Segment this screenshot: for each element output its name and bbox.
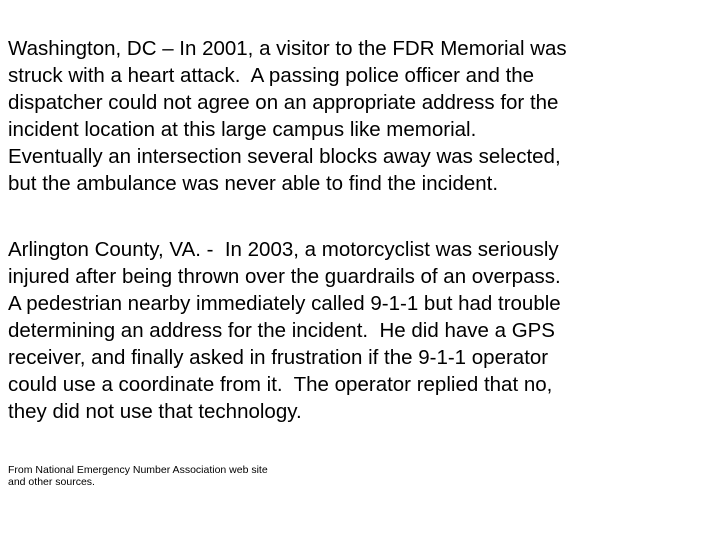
text-line: Washington, DC – In 2001, a visitor to the FDR Memorial was — [8, 37, 567, 60]
text-line: Arlington County, VA. - In 2003, a motorcyclist was seriously — [8, 238, 559, 261]
text-line: Eventually an intersection several blocks away was selected, — [8, 145, 561, 168]
text-line: determining an address for the incident. He did have a GPS — [8, 319, 555, 342]
text-line: they did not use that technology. — [8, 400, 302, 423]
source-note — [8, 464, 408, 488]
incident-paragraph-washington — [8, 35, 708, 197]
text-line: receiver, and finally asked in frustration if the 9-1-1 operator — [8, 346, 549, 369]
text-line: struck with a heart attack. A passing police officer and the — [8, 64, 535, 87]
source-line: From National Emergency Number Association web site — [8, 464, 268, 476]
text-line: injured after being thrown over the guardrails of an overpass. — [8, 265, 561, 288]
source-line: and other sources. — [8, 476, 95, 488]
incident-paragraph-arlington — [8, 236, 708, 425]
text-line: could use a coordinate from it. The operator replied that no, — [8, 373, 553, 396]
text-line: A pedestrian nearby immediately called 9-1-1 but had trouble — [8, 292, 561, 315]
text-line: dispatcher could not agree on an appropriate address for the — [8, 91, 559, 114]
text-line: incident location at this large campus like memorial. — [8, 118, 477, 141]
text-line: but the ambulance was never able to find the incident. — [8, 172, 499, 195]
